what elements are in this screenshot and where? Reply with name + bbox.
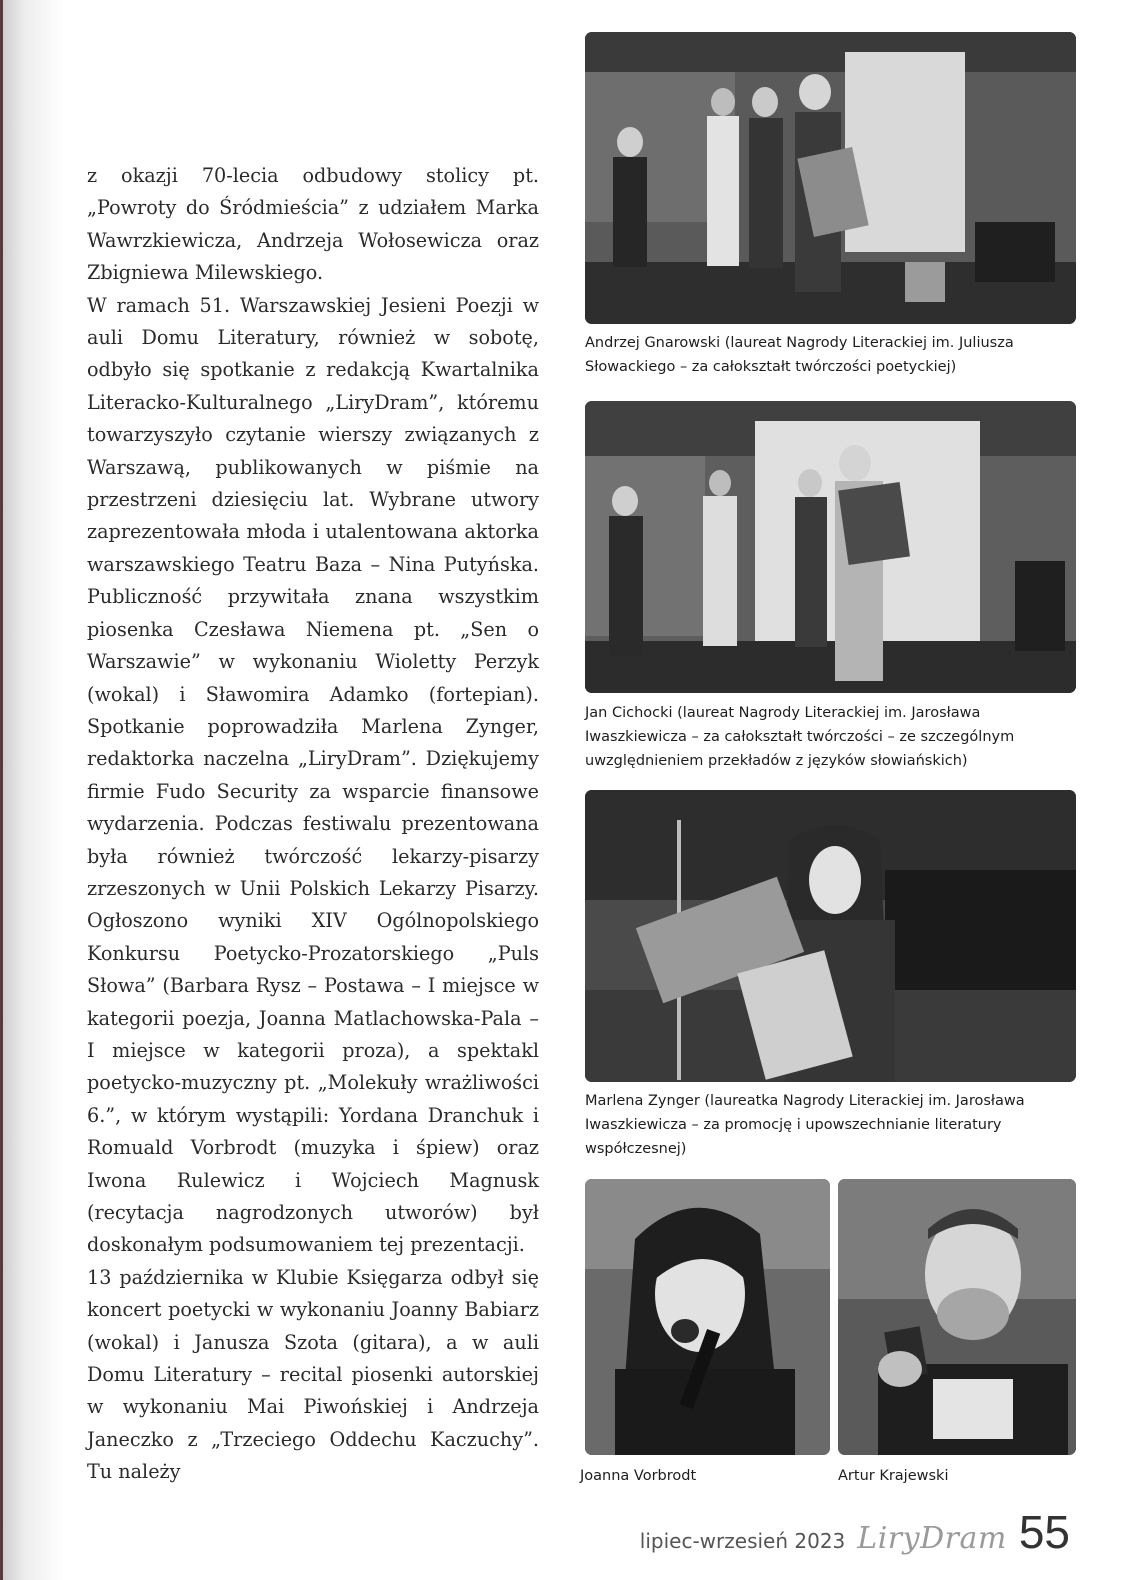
page-gutter-shadow — [3, 0, 63, 1580]
issue-date: lipiec-wrzesień 2023 — [639, 1529, 846, 1553]
article-paragraph: 13 października w Klubie Księgarza odbył się koncert poetycki w wykonaniu Joanny Babiarz (wokal) i Janusza Szota (gitara), a w auli Domu Literatury – recital piosenki autorskiej w wykonaniu Mai Piwońskiej i Andrzeja Janeczko z „Trzeciego Oddechu Kaczuchy”. Tu należy — [87, 1265, 539, 1484]
photo-caption: Marlena Zynger (laureatka Nagrody Literackiej im. Jarosława Iwaszkiewicza – za promocję i upowszechnianie literatury współczesnej) — [585, 1093, 1025, 1157]
photo-jan-cichocki — [585, 401, 1076, 693]
photo-caption: Andrzej Gnarowski (laureat Nagrody Literackiej im. Juliusza Słowackiego – za całokształt twórczości poetyckiej) — [585, 335, 1014, 375]
article-paragraph: z okazji 70-lecia odbudowy stolicy pt. „Powroty do Śródmieścia” z udziałem Marka Wawrzkiewicza, Andrzeja Wołosewicza oraz Zbigniewa Milewskiego. — [87, 164, 539, 285]
magazine-logo: LiryDram — [857, 1521, 1007, 1556]
page-footer — [640, 1505, 1070, 1560]
photo-joanna-vorbrodt — [585, 1179, 830, 1455]
photo-caption: Jan Cichocki (laureat Nagrody Literackiej im. Jarosława Iwaszkiewicza – za całokształt twórczości – ze szczególnym uwzględnieniem przekładów z języków słowiańskich) — [585, 705, 1015, 769]
page-number: 55 — [1018, 1506, 1070, 1558]
article-text — [87, 160, 539, 1489]
photo-caption: Joanna Vorbrodt — [580, 1468, 697, 1484]
article-paragraph: W ramach 51. Warszawskiej Jesieni Poezji w auli Domu Literatury, również w sobotę, odbyło się spotkanie z redakcją Kwartalnika Literacko-Kulturalnego „LiryDram”, któremu towarzyszyło czytanie wierszy związanych z Warszawą, publikowanych w piśmie na przestrzeni dziesięciu lat. Wybrane utwory zaprezentowała młoda i utalentowana aktorka warszawskiego Teatru Baza – Nina Putyńska. Publiczność przywitała znana wszystkim piosenka Czesława Niemena pt. „Sen o Warszawie” w wykonaniu Wioletty Perzyk (wokal) i Sławomira Adamko (fortepian). Spotkanie poprowadziła Marlena Zynger, redaktorka naczelna „LiryDram”. Dziękujemy firmie Fudo Security za wsparcie finansowe wydarzenia. Podczas festiwalu prezentowana była również twórczość lekarzy-pisarzy zrzeszonych w Unii Polskich Lekarzy Pisarzy. Ogłoszono wyniki XIV Ogólnopolskiego Konkursu Poetycko-Prozatorskiego „Puls Słowa” (Barbara Rysz – Postawa – I miejsce w kategorii poezja, Joanna Matlachowska-Pala – I miejsce w kategorii proza), a spektakl poetycko-muzyczny pt. „Molekuły wrażliwości 6.”, w którym wystąpili: Yordana Dranchuk i Romuald Vorbrodt (muzyka i śpiew) oraz Iwona Rulewicz i Wojciech Magnusk (recytacja nagrodzonych utworów) był doskonałym podsumowaniem tej prezentacji. — [87, 293, 539, 1257]
photo-andrzej-gnarowski — [585, 32, 1076, 324]
photo-artur-krajewski — [838, 1179, 1076, 1455]
photo-marlena-zynger — [585, 790, 1076, 1082]
photo-caption: Artur Krajewski — [838, 1468, 949, 1484]
